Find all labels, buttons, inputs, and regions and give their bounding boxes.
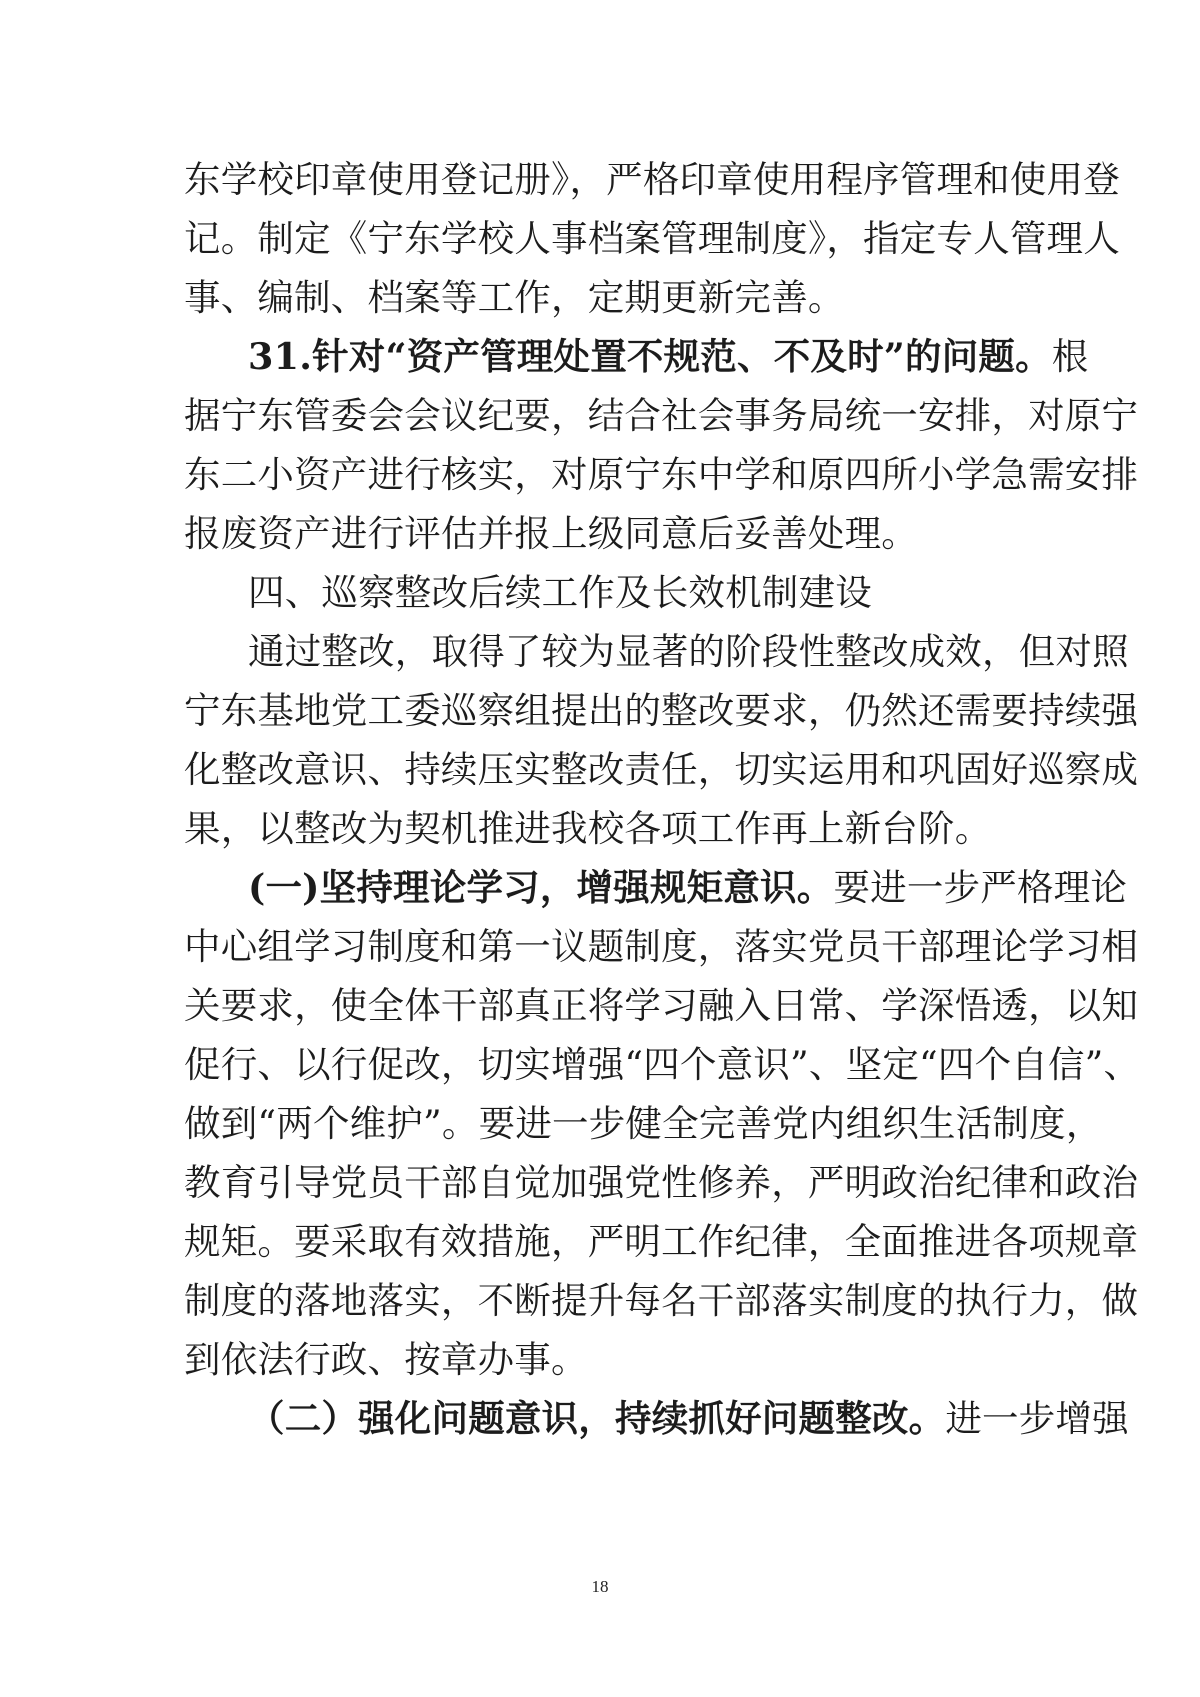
- subsection-1-heading: (一)坚持理论学习，增强规矩意识。: [248, 866, 834, 909]
- paragraph-line: 宁东基地党工委巡察组提出的整改要求，仍然还需要持续强: [184, 689, 1139, 732]
- paragraph-line: 东二小资产进行核实，对原宁东中学和原四所小学急需安排: [184, 453, 1139, 496]
- section-heading: 四、巡察整改后续工作及长效机制建设: [248, 571, 872, 614]
- paragraph-line: 事、编制、档案等工作，定期更新完善。: [184, 276, 845, 319]
- paragraph-line: [248, 866, 1128, 910]
- paragraph-text: 根: [1051, 335, 1089, 378]
- paragraph-line: 做到“两个维护”。要进一步健全完善党内组织生活制度，: [184, 1102, 1103, 1145]
- paragraph-line: 关要求，使全体干部真正将学习融入日常、学深悟透，以知: [184, 984, 1139, 1027]
- item-31-heading: 31.针对“资产管理处置不规范、不及时”的问题。: [248, 335, 1052, 378]
- paragraph-line: [248, 1397, 1129, 1441]
- paragraph-line: [248, 335, 1089, 379]
- paragraph-line: 中心组学习制度和第一议题制度，落实党员干部理论学习相: [184, 925, 1139, 968]
- paragraph-line: 促行、以行促改，切实增强“四个意识”、坚定“四个自信”、: [184, 1043, 1141, 1086]
- paragraph-line: 果，以整改为契机推进我校各项工作再上新台阶。: [184, 807, 992, 850]
- paragraph-line: 据宁东管委会会议纪要，结合社会事务局统一安排，对原宁: [184, 394, 1139, 437]
- paragraph-line: 通过整改，取得了较为显著的阶段性整改成效，但对照: [248, 630, 1129, 673]
- paragraph-line: 制度的落地落实，不断提升每名干部落实制度的执行力，做: [184, 1279, 1139, 1322]
- paragraph-line: 记。制定《宁东学校人事档案管理制度》，指定专人管理人: [184, 217, 1120, 260]
- paragraph-line: 东学校印章使用登记册》，严格印章使用程序管理和使用登: [184, 158, 1120, 201]
- paragraph-line: 化整改意识、持续压实整改责任，切实运用和巩固好巡察成: [184, 748, 1139, 791]
- paragraph-line: 报废资产进行评估并报上级同意后妥善处理。: [184, 512, 918, 555]
- paragraph-text: 要进一步严格理论: [833, 866, 1128, 909]
- paragraph-line: 教育引导党员干部自觉加强党性修养，严明政治纪律和政治: [184, 1161, 1139, 1204]
- page-number: 18: [591, 1577, 609, 1596]
- paragraph-text: 进一步增强: [945, 1397, 1129, 1440]
- paragraph-line: 规矩。要采取有效措施，严明工作纪律，全面推进各项规章: [184, 1220, 1139, 1263]
- paragraph-line: 到依法行政、按章办事。: [184, 1338, 588, 1381]
- subsection-2-heading: （二）强化问题意识，持续抓好问题整改。: [248, 1397, 946, 1440]
